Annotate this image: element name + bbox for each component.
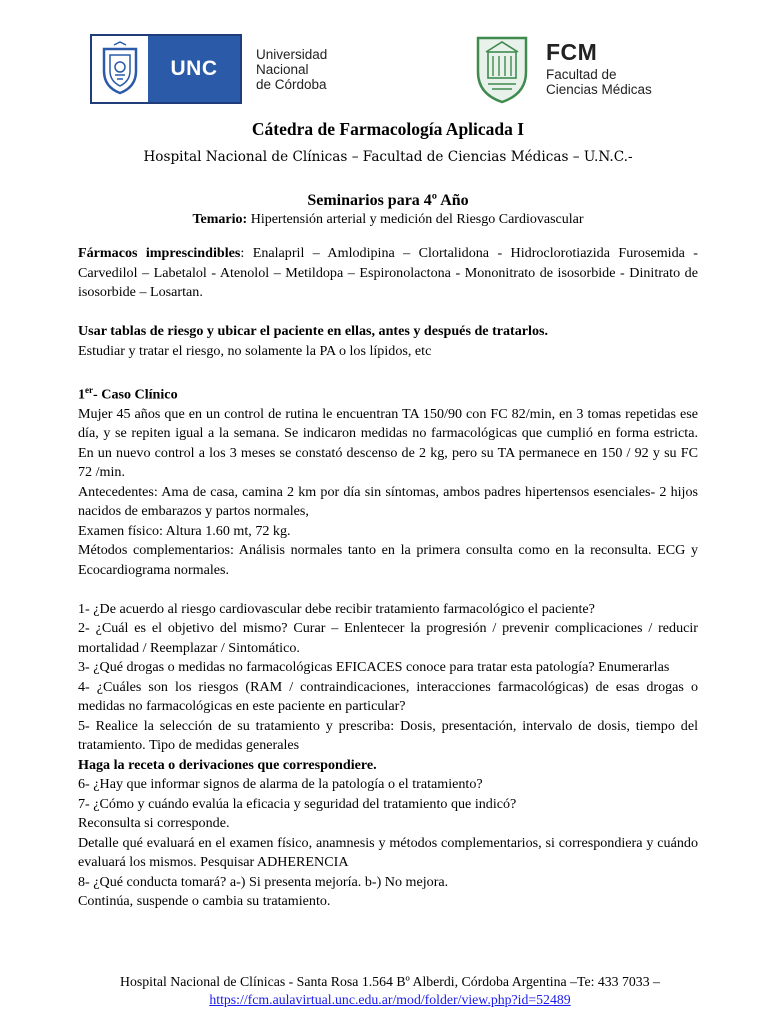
fcm-logo	[474, 30, 652, 106]
caso-title	[78, 381, 698, 405]
reconsulta-line: Reconsulta si corresponde.	[78, 815, 230, 832]
unc-seal-icon	[92, 36, 148, 102]
unc-abbr: UNC	[148, 36, 240, 102]
antecedentes-paragraph: Antecedentes: Ama de casa, camina 2 km por día sin síntomas, ambos padres hipertensos esenciales- 2 hijos nacidos de embarazos y partos normales,	[78, 483, 698, 520]
unc-name-line: Universidad	[256, 46, 328, 62]
question-1: 1- ¿De acuerdo al riesgo cardiovascular debe recibir tratamiento farmacológico el paciente?	[78, 600, 595, 617]
question-3: 3- ¿Qué drogas o medidas no farmacológicas EFICACES conoce para tratar esta patología? Enumerarlas	[78, 659, 670, 676]
footer	[70, 973, 710, 1009]
caso-paragraph: Mujer 45 años que en un control de rutina le encuentran TA 150/90 con FC 82/min, en 3 tomas repetidas ese día, y se repiten igual a la semana. Se indicaron medidas no farmacológicas que cumplió en forma estricta. En un nuevo control a los 3 meses se constató descenso de 2 kg, pero su TA permanece en 150 / 92 y su FC 72 /min.	[78, 405, 698, 481]
unc-name	[256, 34, 327, 104]
question-7: 7- ¿Cómo y cuándo evalúa la eficacia y seguridad del tratamiento que indicó?	[78, 795, 517, 812]
continua-line: Continúa, suspende o cambia su tratamiento.	[78, 893, 331, 910]
temario-label: Temario:	[192, 212, 248, 227]
caso-title-text: - Caso Clínico	[93, 386, 178, 403]
question-8: 8- ¿Qué conducta tomará? a-) Si presenta mejoría. b-) No mejora.	[78, 873, 449, 890]
seminarios-title: Seminarios para 4º Año	[307, 192, 469, 209]
riesgo-line: Estudiar y tratar el riesgo, no solamente la PA o los lípidos, etc	[78, 342, 432, 359]
fcm-seal-icon	[474, 32, 530, 104]
unc-logo-box	[90, 34, 242, 104]
unc-logo	[90, 34, 327, 104]
farmacos-label: Fármacos imprescindibles	[78, 245, 241, 261]
metodos-complementarios: Métodos complementarios: Análisis normales tanto en la primera consulta como en la reconsulta. ECG y Ecocardiograma normales.	[78, 542, 698, 578]
temario-line	[78, 212, 698, 228]
detalle-paragraph: Detalle qué evaluará en el examen físico, anamnesis y métodos complementarios, si correspondiera y cuándo evaluará los mismos. Pesquisar ADHERENCIA	[78, 834, 698, 871]
caso-num: 1	[78, 386, 86, 403]
question-6: 6- ¿Hay que informar signos de alarma de la patología o el tratamiento?	[78, 776, 483, 793]
footer-address: Hospital Nacional de Clínicas - Santa Rosa 1.564 Bº Alberdi, Córdoba Argentina –Te: 433 7033 –	[120, 974, 660, 989]
farmacos-paragraph	[78, 244, 698, 303]
riesgo-bold-line: Usar tablas de riesgo y ubicar el paciente en ellas, antes y después de tratarlos.	[78, 323, 549, 339]
receta-line: Haga la receta o derivaciones que correspondiere.	[78, 756, 377, 773]
fcm-abbr: FCM	[546, 38, 598, 65]
fcm-name-line: Ciencias Médicas	[546, 81, 652, 97]
question-4: 4- ¿Cuáles son los riesgos (RAM / contraindicaciones, interacciones farmacológicas) de esas drogas o medidas no farmacológicas en este paciente en particular?	[78, 678, 698, 715]
hospital-subtitle: Hospital Nacional de Clínicas – Facultad de Ciencias Médicas – U.N.C.-	[143, 149, 633, 165]
question-2: 2- ¿Cuál es el objetivo del mismo? Curar – Enlentecer la progresión / prevenir complicaciones / reducir mortalidad / Reemplazar / Sintomático.	[78, 620, 698, 656]
footer-link[interactable]: https://fcm.aulavirtual.unc.edu.ar/mod/folder/view.php?id=52489	[209, 992, 571, 1007]
examen-fisico: Examen físico: Altura 1.60 mt, 72 kg.	[78, 522, 291, 539]
farmacos-text: : Enalapril – Amlodipina – Clortalidona - Hidroclorotiazida Furosemida - Carvedilol – Labetalol - Atenolol – Metildopa – Espironolactona - Mononitrato de isosorbide - Dinitrato de isosorbide – Losartan.	[78, 245, 698, 300]
page-title: Cátedra de Farmacología Aplicada I	[251, 119, 525, 139]
unc-name-line: Nacional	[256, 61, 309, 77]
document-body	[78, 244, 698, 912]
caso-sup: er	[85, 384, 94, 395]
unc-name-line: de Córdoba	[256, 76, 327, 92]
temario-text: Hipertensión arterial y medición del Riesgo Cardiovascular	[247, 212, 584, 227]
fcm-text	[546, 40, 652, 97]
question-5: 5- Realice la selección de su tratamiento y prescriba: Dosis, presentación, intervalo de dosis, tiempo del tratamiento. Tipo de medidas generales	[78, 717, 698, 754]
fcm-name-line: Facultad de	[546, 66, 617, 82]
